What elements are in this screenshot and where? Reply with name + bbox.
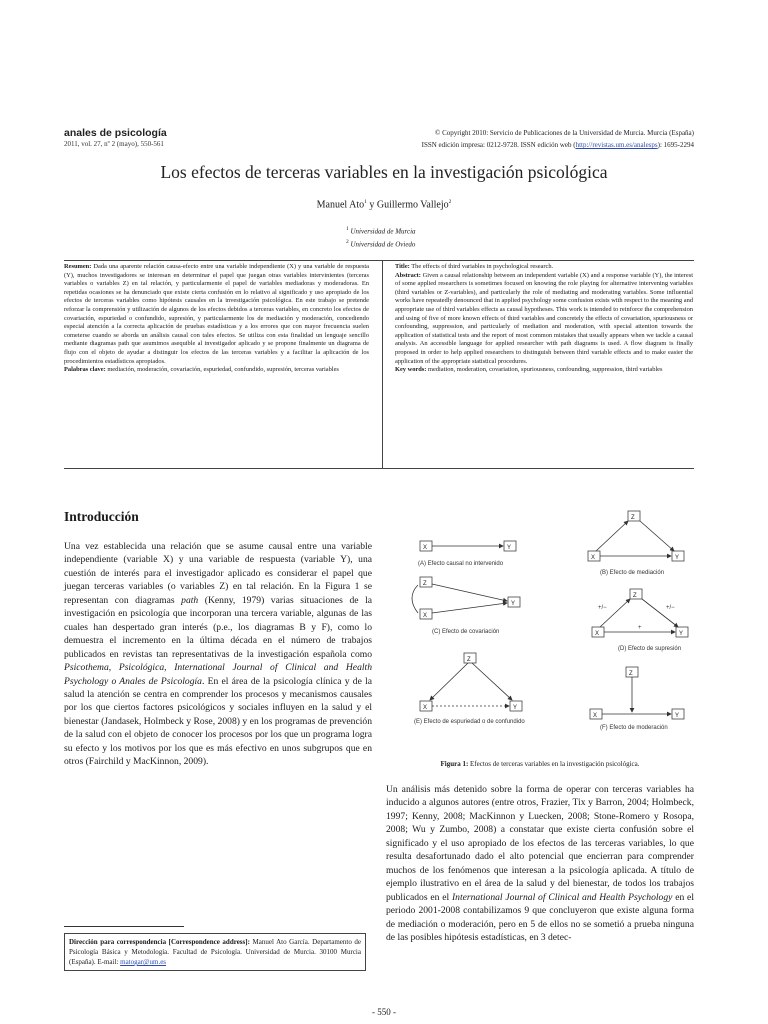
panel-d-sign-direct: +: [638, 625, 642, 631]
affiliation-2-sup: 2: [346, 239, 349, 246]
footnote-email-link[interactable]: matogar@um.es: [120, 958, 167, 966]
abstract-bottom-rule: [64, 468, 694, 469]
intro-paragraph-2: [386, 783, 694, 944]
author-1: Manuel Ato: [316, 199, 365, 211]
panel-f-y-label: Y: [675, 713, 680, 719]
affiliation-1-sup: 1: [346, 226, 349, 232]
author-join: y: [366, 199, 377, 211]
abstract-english: [395, 263, 693, 375]
panel-b-y-label: Y: [675, 555, 680, 561]
panel-e-y-label: Y: [513, 705, 518, 711]
page-number: - 550 -: [372, 1007, 396, 1017]
intro-p1-b: (Kenny, 1979) varias situaciones de la investigación en psicología que incorporan una tercera variable, algunas de las cuales han despertado gran interés (p.e., los diagramas B y F), como lo demuestra el incremento en la última década en el número de trabajos publicados en revistas tan representativas de la investigación española como: [64, 594, 372, 660]
keywords-en-label: Key words:: [395, 366, 427, 374]
abstract-en-label: Abstract:: [395, 271, 421, 279]
section-heading-introduction: Introducción: [64, 509, 139, 524]
authors: [0, 199, 768, 210]
abstract-divider: [382, 260, 383, 468]
abstract-es-text: Dada una aparente relación causa-efecto entre una variable independiente (X) y una variable de respuesta (Y), muchos investigadores se interesan en determinar el papel que juegan otras variables intervinientes (terceras variables o variables Z) en tal relación, y particularmente el papel de variables mediadoras y moderadoras. En repetidas ocasiones se ha denunciado que existe cierta confusión en lo relativo al significado y uso apropiado de los efectos de terceras variables como hipótesis causales en la investigación psicológica. En este trabajo se pretende reforzar la comprensión y utilización de algunos de los efectos debidos a terceras variables, en concreto los efectos de covariación, espuriedad o confundido, supresión, y particularmente los de mediación y moderación, concediendo especial atención a la correcta aplicación de pruebas estadísticas y a los errores que con mayor frecuencia suelen cometerse cuando se aborda un análisis causal con tales efectos. Se utiliza con esta finalidad un lenguaje sencillo mediante diagramas path que asumimos asequible al investigador aplicado y se propone finalmente un diagrama de flujo con el objeto de ayudar a distinguir los efectos de las terceras variables y a facilitar la aplicación de los procedimientos estadísticos apropiados.: [64, 263, 369, 365]
journal-web-link[interactable]: http://revistas.um.es/analesps: [575, 141, 658, 149]
panel-c-arrow-xy: [432, 603, 507, 613]
author-2-sup: 2: [448, 199, 452, 205]
issn-text: ISSN edición impresa: 0212-9728. ISSN edición web (: [421, 141, 576, 149]
panel-d-arrow-zy: [642, 599, 678, 627]
panel-c-diagram: [412, 577, 520, 635]
panel-c-label: (C) Efecto de covariación: [432, 629, 500, 635]
issn-web-text: ): 1695-2294: [657, 141, 694, 149]
panel-f-diagram: [590, 667, 684, 731]
author-1-sup: 1: [364, 199, 367, 205]
panel-d-x-label: X: [595, 631, 600, 637]
panel-c-z-label: Z: [423, 581, 427, 587]
panel-b-label: (B) Efecto de mediación: [600, 570, 665, 576]
panel-c-arrow-zy: [432, 584, 507, 601]
intro-paragraph-1: [64, 540, 372, 769]
affiliations: [346, 224, 416, 251]
panel-d-sign-left: +/−: [598, 605, 607, 611]
panel-b-z-label: Z: [631, 515, 635, 521]
copyright-notice: [274, 127, 694, 151]
intro-p1-path: path: [181, 594, 199, 606]
panel-d-y-label: Y: [679, 631, 684, 637]
intro-p1-c: . En el área de la psicología clínica y de la salud la atención se centra en comprender los procesos y mecanismos causales por los que ciertos factores psicológicos y sociales influyen en la salud y el bienestar (Jandasek, Holmbeck y Rose, 2008) y en los programas de prevención de la salud con el objeto de conocer los procesos por los que un programa logra su efecto y los motivos por los que es más efectivo en unos subgrupos que en otros (Fairchild y MacKinnon, 2009).: [64, 675, 372, 768]
panel-d-sign-right: +/−: [666, 605, 675, 611]
panel-d-label: (D) Efecto de supresión: [618, 646, 682, 652]
intro-p1-journals: Psicothema, Psicológica, International Journal of Clinical and Health Psychology o Anales de Psicología: [64, 662, 372, 687]
panel-c-x-label: X: [423, 613, 428, 619]
figure-caption-label: Figura 1:: [440, 760, 469, 768]
figure-caption: [386, 760, 694, 768]
title-en: The effects of third variables in psychological research.: [411, 263, 554, 270]
figure-1-path-diagrams: [410, 505, 700, 755]
abstract-top-rule: [64, 260, 694, 261]
panel-f-z-label: Z: [629, 671, 633, 677]
journal-issue: 2011, vol. 27, nº 2 (mayo), 550-561: [64, 140, 164, 148]
panel-a-label: (A) Efecto causal no intervenido: [418, 561, 504, 567]
intro-p2-a: Un análisis más detenido sobre la forma de operar con terceras variables ha inducido a algunos autores (entre otros, Frazier, Tix y Barron, 2004; Holmbeck, 1997; Kenny, 2008; MacKinnon y Luecken, 2008; Stone-Romero y Rosopa, 2008; Wu y Zumbo, 2008) a constatar que existe cierta confusión sobre el significado y el uso apropiado de los efectos de las terceras variables, lo que resulta desafortunado dado el alto potencial que encierran para comprender muchos de los fenómenos que interesan a la psicología aplicada. A título de ejemplo ilustrativo en el área de la salud y del bienestar, de todos los trabajos publicados en el: [386, 784, 694, 903]
keywords-es-label: Palabras clave:: [64, 366, 106, 374]
figure-caption-text: Efectos de terceras variables en la investigación psicológica.: [470, 760, 640, 768]
panel-b-arrow-zy: [640, 521, 674, 551]
panel-d-arrow-xz: [600, 599, 630, 627]
panel-e-x-label: X: [423, 705, 428, 711]
footnote-label: Dirección para correspondencia [Correspondence address]:: [69, 938, 250, 946]
affiliation-1-text: Universidad de Murcia: [350, 227, 416, 236]
panel-a-diagram: [418, 541, 516, 567]
panel-f-x-label: X: [593, 713, 598, 719]
panel-d-diagram: [592, 589, 688, 652]
footnote-text: Manuel Ato García. Departamento de Psicología Básica y Metodología. Facultad de Psicología. Universidad de Murcia. 30100 Murcia (España). E-mail:: [69, 938, 362, 966]
panel-a-x-label: X: [423, 545, 428, 551]
panel-f-label: (F) Efecto de moderación: [600, 725, 668, 731]
panel-e-diagram: [414, 653, 525, 725]
article-title: Los efectos de terceras variables en la investigación psicológica: [160, 162, 608, 182]
panel-e-label: (E) Efecto de espuriedad o de confundido: [414, 719, 525, 725]
panel-c-y-label: Y: [511, 601, 516, 607]
abstract-en-text: Given a causal relationship between an independent variable (X) and a response variable (Y), the interest of some applied researchers is sometimes focused on knowing the role playing for alternative intervening variables (third variables or Z-variables), and particularly the role of mediating and moderating variables. Some influential works have repeatedly denounced that in applied psychology some confusion exists with respect to the meaning and appropriate use of third variables effects as causal hypotheses. This work is intended to reinforce the comprehension and using of five of more known effects of third variables and concretely the effects of covariation, spuriousness or confounding, suppression, and particularly of mediation and moderation, with special attention towards the application of statistical tests and the report of most common mistakes that usually appears when we tackle a causal analysis. An accessible language for applied researcher with path diagrams is used. A flow diagram is finally proposed in order to help applied researchers to distinguish between third variable effects and to make easier the application of the appropriate statistical procedures.: [395, 271, 693, 365]
panel-b-x-label: X: [591, 555, 596, 561]
affiliation-1: [346, 224, 416, 237]
copyright-line-2: [274, 139, 694, 151]
panel-b-arrow-xz: [596, 521, 628, 551]
panel-a-y-label: Y: [507, 545, 512, 551]
panel-e-arrow-zx: [430, 663, 468, 700]
title-en-label: Title:: [395, 263, 410, 270]
panel-c-covariation-arc: [412, 585, 418, 613]
panel-d-z-label: Z: [633, 593, 637, 599]
keywords-en: mediation, moderation, covariation, spuriousness, confounding, suppression, third variables: [428, 366, 663, 374]
intro-p2-journal: International Journal of Clinical and Health Psychology: [451, 891, 673, 903]
journal-name: anales de psicología: [64, 127, 167, 139]
panel-e-z-label: Z: [467, 657, 471, 663]
correspondence-footnote: [64, 933, 366, 971]
intro-p2-b: en el periodo 2001-2008 contabilizamos 9 que concluyeron que existe alguna forma de mediación o moderación, pero en 5 de ellos no se sometió a prueba ninguna de las posibles hipótesis estadísticas, en 3 detec-: [386, 891, 694, 943]
panel-b-diagram: [588, 511, 684, 576]
author-2: Guillermo Vallejo: [376, 199, 449, 211]
affiliation-2: [346, 237, 416, 250]
abstract-spanish: [64, 263, 369, 375]
keywords-es: mediación, moderación, covariación, espuriedad, confundido, supresión, terceras variables: [107, 366, 339, 374]
footnote-rule: [64, 926, 184, 927]
intro-p1-a: Una vez establecida una relación que se asume causal entre una variable independiente (variable X) y una variable de respuesta (variable Y), una cuestión de interés para el investigador aplicado es considerar el papel que juegan terceras variables (o variables Z) en tal relación. En la Figura 1 se representan con diagramas: [64, 541, 372, 606]
affiliation-2-text: Universidad de Oviedo: [350, 240, 416, 249]
abstract-es-label: Resumen:: [64, 263, 92, 270]
copyright-line-1: © Copyright 2010: Servicio de Publicaciones de la Universidad de Murcia. Murcia (España): [435, 129, 694, 137]
panel-e-arrow-zy: [472, 663, 512, 700]
